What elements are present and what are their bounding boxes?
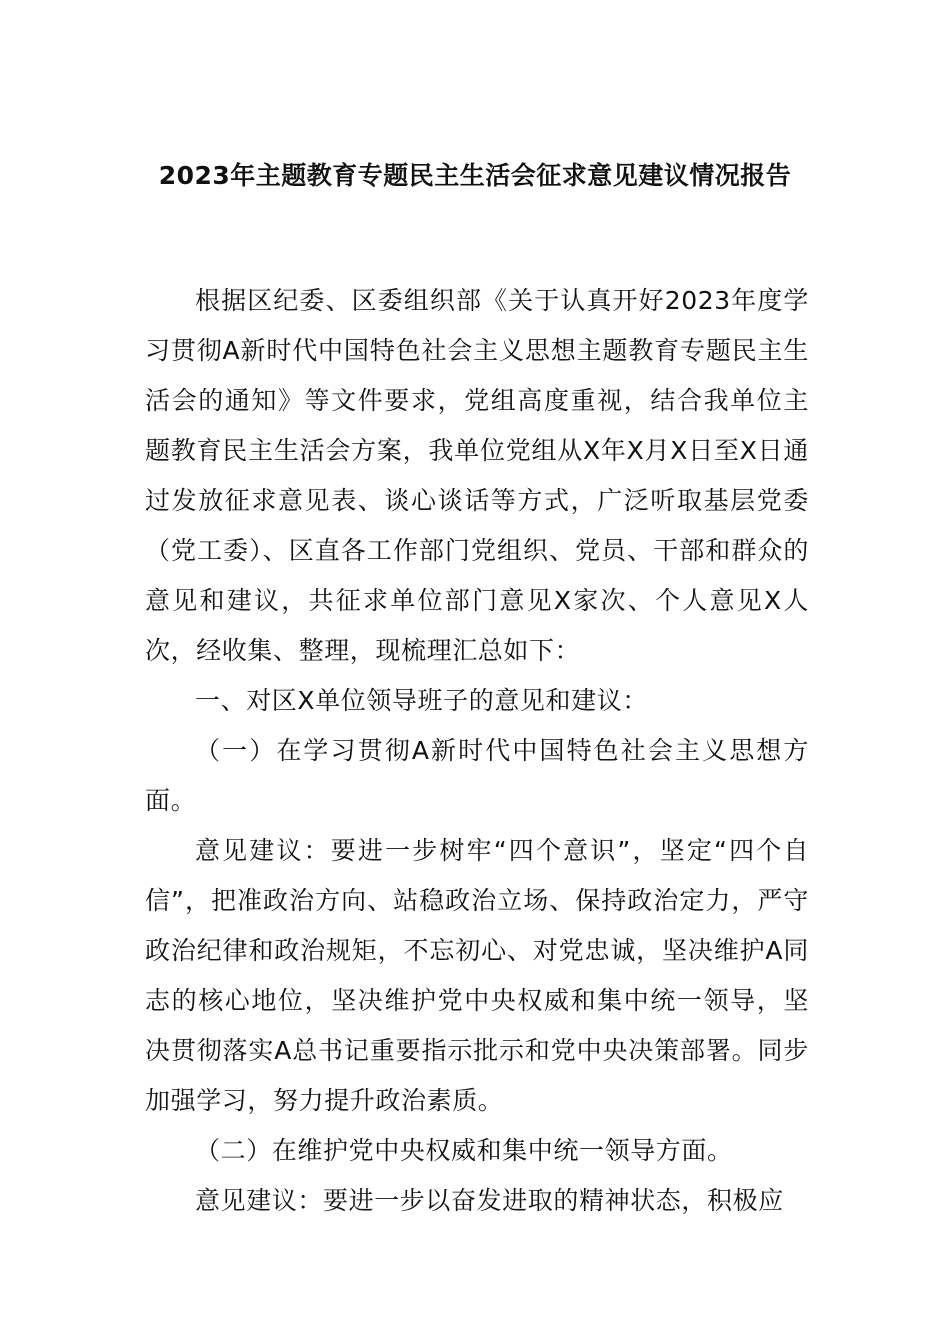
subsection-heading-1: （一）在学习贯彻A新时代中国特色社会主义思想方面。 bbox=[145, 736, 809, 815]
section-heading-1: 一、对区X单位领导班子的意见和建议： bbox=[195, 686, 648, 715]
paragraph-intro: 根据区纪委、区委组织部《关于认真开好2023年度学习贯彻A新时代中国特色社会主义思想主题教育专题民主生活会的通知》等文件要求，党组高度重视，结合我单位主题教育民主生活会方案，我单位党组从X年X月X日至X日通过发放征求意见表、谈心谈话等方式，广泛听取基层党委（党工委）、区直各工作部门党组织、党员、干部和群众的意见和建议，共征求单位部门意见X家次、个人意见X人次，经收集、整理，现梳理汇总如下： bbox=[145, 286, 809, 665]
paragraph-suggestion-1: 意见建议：要进一步树牢“四个意识”，坚定“四个自信”，把准政治方向、站稳政治立场、保持政治定力，严守政治纪律和政治规矩，不忘初心、对党忠诚，坚决维护A同志的核心地位，坚决维护党中央权威和集中统一领导，坚决贯彻落实A总书记重要指示批示和党中央决策部署。同步加强学习，努力提升政治素质。 bbox=[145, 836, 809, 1115]
document-body bbox=[145, 276, 809, 1226]
document-title: 2023年主题教育专题民主生活会征求意见建议情况报告 bbox=[158, 161, 792, 190]
paragraph-suggestion-2: 意见建议：要进一步以奋发进取的精神状态，积极应 bbox=[195, 1186, 784, 1215]
subsection-heading-2: （二）在维护党中央权威和集中统一领导方面。 bbox=[195, 1136, 733, 1165]
